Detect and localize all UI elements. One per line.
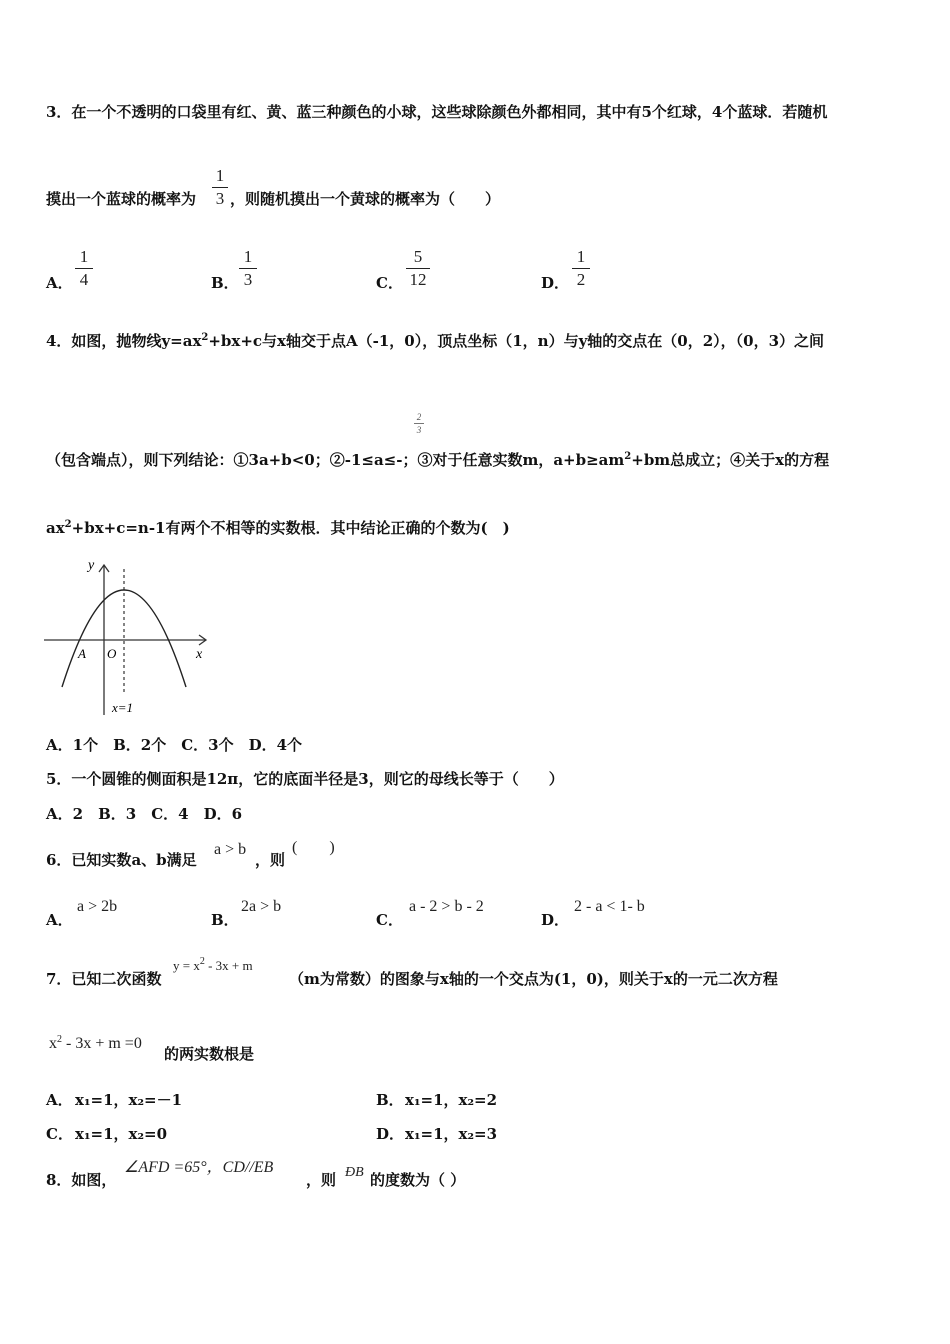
x-axis-label: x (196, 647, 203, 662)
q8-stem-post: 的度数为（ ） (370, 1171, 466, 1189)
q3-option-b-num: 1 (243, 247, 253, 266)
q6-stem-post: ，则 (255, 851, 286, 869)
q4-stem-line3: $ax^2+bx+c=n-1$有两个不相等的实数根．其中结论正确的个数为( ) (46, 519, 510, 537)
q8-condition: ∠AFD =65°，CD//EB (124, 1159, 274, 1176)
q3-stem-line1: 3．在一个不透明的口袋里有红、黄、蓝三种颜色的小球，这些球除颜色外都相同，其中有5个红球，4个蓝球．若随机 (46, 103, 828, 121)
q8-symbol: ÐB (345, 1165, 364, 1180)
q3-stem-fraction (212, 166, 228, 209)
q7-stem-post: （m为常数）的图象与x轴的一个交点为(1，0)，则关于x的一元二次方程 (289, 970, 778, 988)
q6-condition: a > b (214, 841, 247, 858)
q3-option-d-num: 1 (576, 247, 586, 266)
q6-option-b-label[interactable]: B． (211, 911, 239, 929)
q3-option-c-fraction[interactable] (406, 247, 430, 290)
q4-small-frac-den: 3 (416, 425, 422, 435)
q4-small-fraction (414, 412, 424, 435)
q5-stem: 5．一个圆锥的侧面积是12π，它的底面半径是3，则它的母线长等于（ ） (46, 770, 564, 788)
q3-option-d-den: 2 (576, 270, 586, 289)
q7-stem-pre: 7．已知二次函数 (46, 970, 162, 988)
q3-option-a-fraction[interactable] (75, 247, 93, 290)
q7-option-b-label[interactable]: B． (376, 1091, 404, 1109)
q3-option-d-label[interactable]: D． (541, 274, 570, 292)
q4-small-frac-num: 2 (416, 412, 422, 422)
q7-option-a-text[interactable]: x₁=1，x₂=－1 (75, 1091, 183, 1109)
q3-frac-den: 3 (215, 189, 225, 208)
q4-stem-line1: 4．如图，抛物线$y=ax^2+bx+c$与x轴交于点A（-1，0），顶点坐标（1，n）与y轴的交点在（0，2），（0，3）之间 (46, 332, 825, 350)
q6-option-c-expr[interactable]: a - 2 > b - 2 (409, 898, 484, 915)
q7-option-b-text[interactable]: x₁=1，x₂=2 (405, 1091, 498, 1109)
q7-equation-post: 的两实数根是 (164, 1045, 255, 1063)
q6-option-d-expr[interactable]: 2 - a < 1- b (574, 898, 645, 915)
q8-stem-pre: 8．如图， (46, 1171, 117, 1189)
q6-option-a-label[interactable]: A． (46, 911, 73, 929)
q7-option-c-label[interactable]: C． (46, 1125, 73, 1143)
q3-option-b-fraction[interactable] (239, 247, 257, 290)
q4-stem-line2: （包含端点），则下列结论：①3a+b<0；②-1≤a≤-；③对于任意实数m，$a+b\ge am^2+bm$总成立；④关于x的方程 (46, 451, 830, 469)
q7-option-d-text[interactable]: x₁=1，x₂=3 (405, 1125, 498, 1143)
q3-option-b-label[interactable]: B． (211, 274, 239, 292)
q3-stem-line2-pre: 摸出一个蓝球的概率为 (46, 190, 197, 208)
q3-option-c-label[interactable]: C． (376, 274, 403, 292)
symmetry-axis-label: x=1 (112, 700, 134, 715)
q7-function: $y = x^2 - 3x + m$ (173, 956, 253, 973)
q4-options[interactable]: A．1个 B．2个 C．3个 D．4个 (46, 736, 303, 754)
q7-option-c-text[interactable]: x₁=1，x₂=0 (75, 1125, 168, 1143)
q3-option-c-num: 5 (413, 247, 423, 266)
q6-option-b-expr[interactable]: 2a > b (241, 898, 282, 915)
q3-option-d-fraction[interactable] (572, 247, 590, 290)
q3-option-b-den: 3 (243, 270, 253, 289)
point-a-label: A (78, 646, 86, 661)
q5-options[interactable]: A．2 B．3 C．4 D．6 (46, 805, 243, 823)
q6-option-a-expr[interactable]: a > 2b (77, 898, 118, 915)
q7-equation: $x^2 - 3x + m =0$ (49, 1034, 142, 1052)
q6-option-d-label[interactable]: D． (541, 911, 570, 929)
q8-stem-mid: ，则 (306, 1171, 337, 1189)
q6-stem-pre: 6．已知实数a、b满足 (46, 851, 197, 869)
q7-option-d-label[interactable]: D． (376, 1125, 405, 1143)
q3-option-a-num: 1 (79, 247, 89, 266)
q3-stem-line2-post: ，则随机摸出一个黄球的概率为（ ） (230, 190, 501, 208)
q3-option-a-label[interactable]: A． (46, 274, 73, 292)
q3-frac-num: 1 (215, 166, 225, 185)
q6-answer-paren: ( ) (292, 839, 335, 856)
q6-option-c-label[interactable]: C． (376, 911, 403, 929)
origin-label: O (107, 646, 117, 661)
y-axis-label: y (88, 558, 95, 573)
q7-option-a-label[interactable]: A． (46, 1091, 73, 1109)
q4-parabola-graph (40, 555, 212, 720)
q3-option-a-den: 4 (79, 270, 89, 289)
q3-option-c-den: 12 (409, 270, 427, 289)
